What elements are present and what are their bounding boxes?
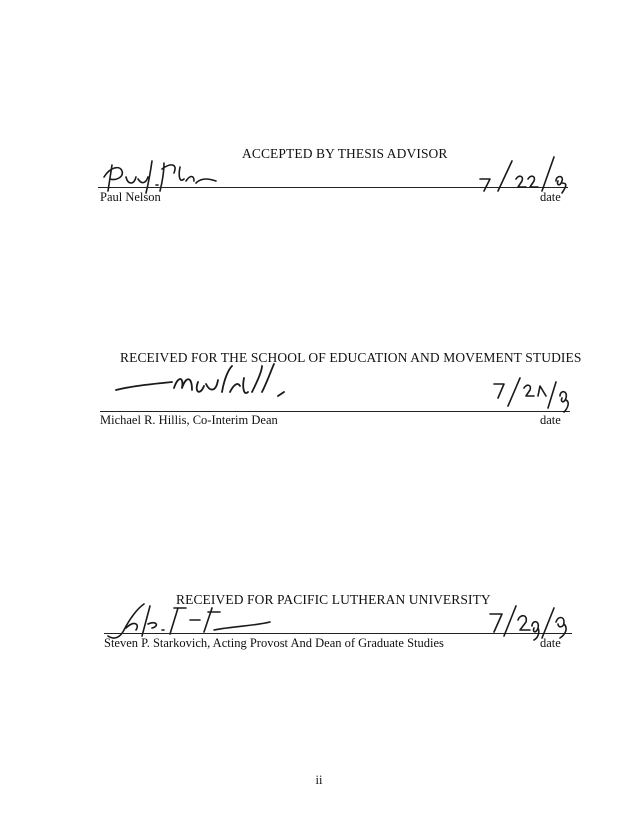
university-signer-name: Steven P. Starkovich, Acting Provost And Dean of Graduate Studies <box>104 636 444 650</box>
university-date-handwritten <box>486 602 578 642</box>
advisor-date-handwritten <box>470 153 570 195</box>
university-heading: RECEIVED FOR PACIFIC LUTHERAN UNIVERSITY <box>176 592 491 607</box>
university-date-label: date <box>540 636 561 650</box>
page-number: ii <box>315 773 323 787</box>
school-signer-name: Michael R. Hillis, Co-Interim Dean <box>100 413 278 427</box>
school-date-handwritten <box>490 376 580 412</box>
school-signature <box>112 362 312 412</box>
advisor-name: Paul Nelson <box>100 190 161 204</box>
advisor-heading: ACCEPTED BY THESIS ADVISOR <box>242 146 448 161</box>
school-heading: RECEIVED FOR THE SCHOOL OF EDUCATION AND MOVEMENT STUDIES <box>120 350 582 365</box>
advisor-date-label: date <box>540 190 561 204</box>
school-date-label: date <box>540 413 561 427</box>
